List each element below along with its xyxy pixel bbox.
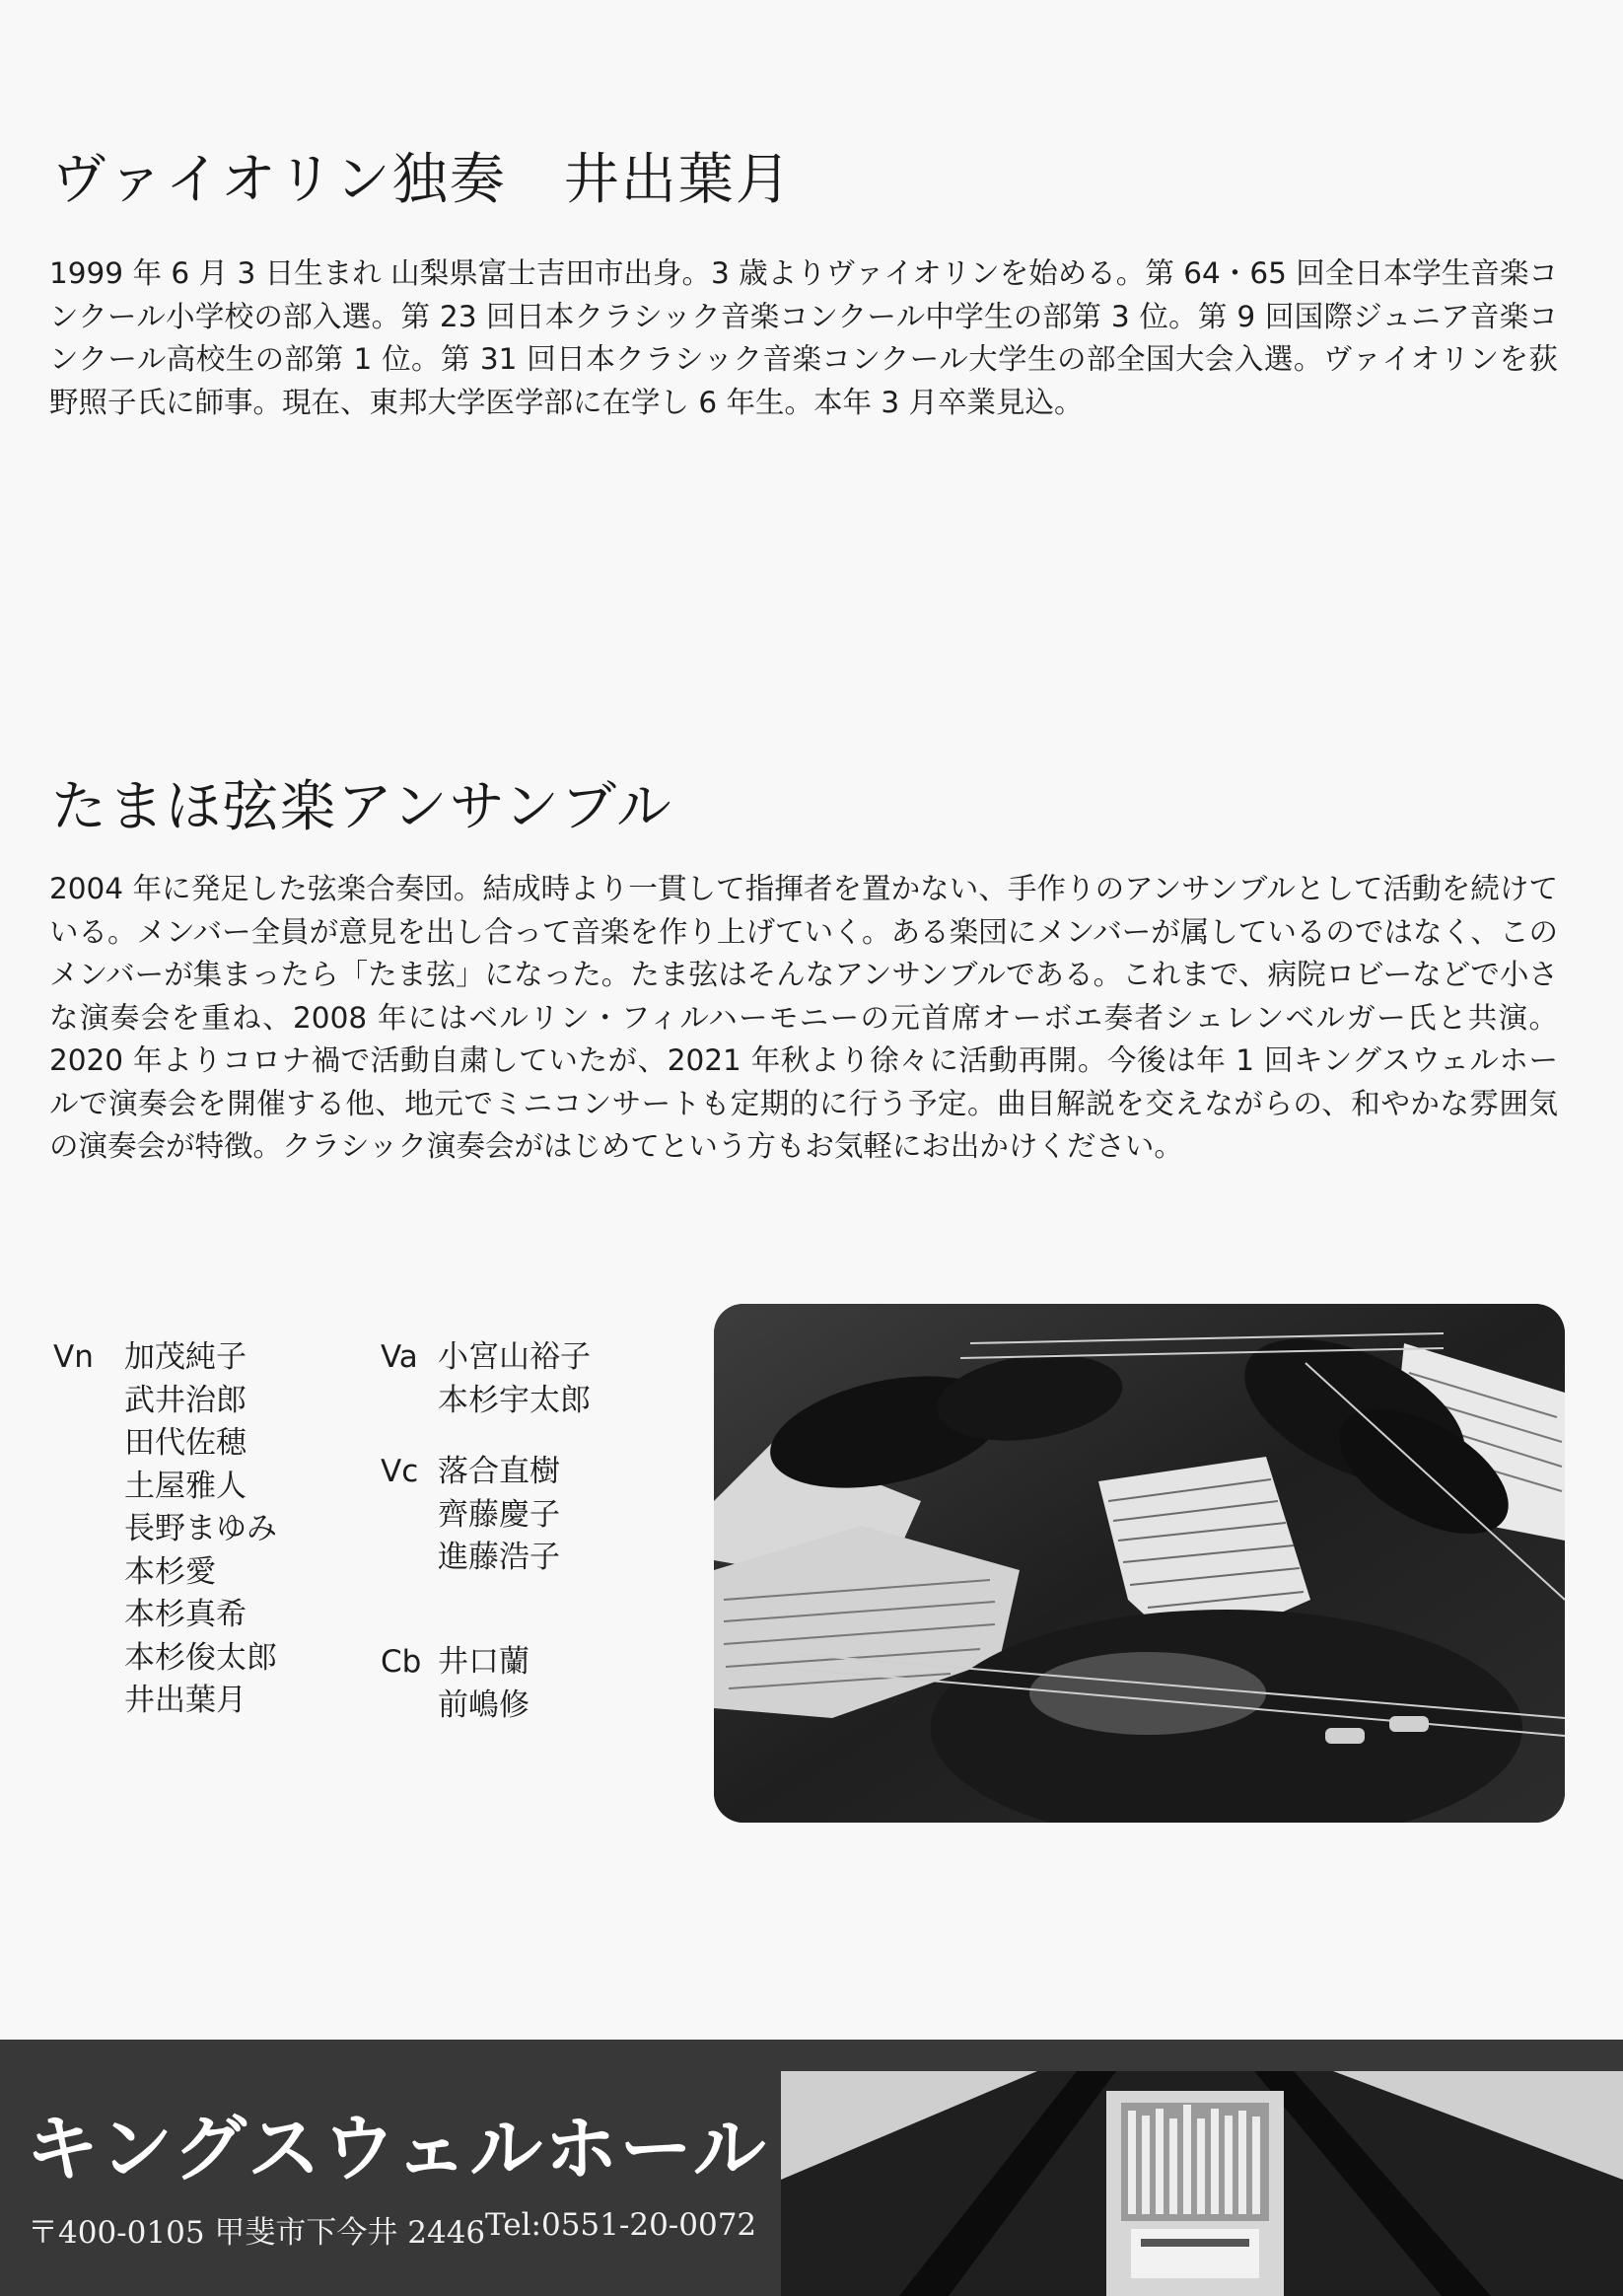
- soloist-title: ヴァイオリン独奏 井出葉月: [51, 148, 793, 212]
- member-name: 本杉俊太郎: [124, 1639, 277, 1676]
- member-name: 落合直樹: [438, 1454, 560, 1489]
- member-name: 長野まゆみ: [124, 1511, 277, 1546]
- ensemble-title: たまほ弦楽アンサンブル: [51, 775, 673, 839]
- member-name: 武井治郎: [124, 1382, 247, 1418]
- hall-organ-photo: [781, 2071, 1623, 2296]
- hall-phone: Tel:0551-20-0072: [485, 2207, 757, 2243]
- member-name: 井口蘭: [438, 1644, 529, 1680]
- hall-name: キングスウェルホール: [26, 2107, 768, 2191]
- hall-address: 〒400-0105 甲斐市下今井 2446: [28, 2215, 486, 2251]
- member-name: 土屋雅人: [124, 1468, 247, 1504]
- part-code-violin: Vn: [53, 1339, 94, 1375]
- hall-footer: [0, 2040, 1623, 2296]
- part-code-cello: Vc: [381, 1454, 419, 1489]
- member-name: 田代佐穂: [124, 1425, 247, 1461]
- part-code-contrabass: Cb: [381, 1644, 422, 1680]
- ensemble-description: 2004 年に発足した弦楽合奏団。結成時より一貫して指揮者を置かない、手作りのアンサンブルとして活動を続けている。メンバー全員が意見を出し合って音楽を作り上げていく。ある楽団にメンバーが属しているのではなく、このメンバーが集まったら「たま弦」になった。たま弦はそんなアンサンブルである。これまで、病院ロビーなどで小さな演奏会を重ね、2008 年にはベルリン・フィルハーモニーの元首席オーボエ奏者シェレンベルガー氏と共演。2020 年よりコロナ禍で活動自粛していたが、2021 年秋より徐々に活動再開。今後は年 1 回キングスウェルホールで演奏会を開催する他、地元でミニコンサートも定期的に行う予定。曲目解説を交えながらの、和やかな雰囲気の演奏会が特徴。クラシック演奏会がはじめてという方もお気軽にお出かけください。: [49, 872, 1558, 1163]
- part-code-viola: Va: [381, 1339, 418, 1375]
- member-name: 前嶋修: [438, 1686, 529, 1723]
- member-name: 本杉真希: [124, 1597, 247, 1632]
- violins-photo: [714, 1304, 1565, 1823]
- violin-names: [124, 1336, 277, 1723]
- soloist-bio: 1999 年 6 月 3 日生まれ 山梨県富士吉田市出身。3 歳よりヴァイオリンを始める。第 64・65 回全日本学生音楽コンクール小学校の部入選。第 23 回日本クラシック音楽コンクール中学生の部第 3 位。第 9 回国際ジュニア音楽コンクール高校生の部第 1 位。第 31 回日本クラシック音楽コンクール大学生の部全国大会入選。ヴァイオリンを荻野照子氏に師事。現在、東邦大学医学部に在学し 6 年生。本年 3 月卒業見込。: [49, 256, 1558, 419]
- contrabass-names: [438, 1641, 529, 1727]
- member-name: 小宮山裕子: [438, 1339, 591, 1375]
- viola-names: [438, 1336, 591, 1422]
- member-name: 加茂純子: [124, 1339, 247, 1375]
- member-name: 齊藤慶子: [438, 1496, 560, 1533]
- member-name: 進藤浩子: [438, 1540, 560, 1575]
- cello-names: [438, 1451, 560, 1580]
- member-name: 本杉宇太郎: [438, 1382, 591, 1418]
- member-name: 本杉愛: [124, 1553, 216, 1590]
- member-name: 井出葉月: [124, 1683, 247, 1718]
